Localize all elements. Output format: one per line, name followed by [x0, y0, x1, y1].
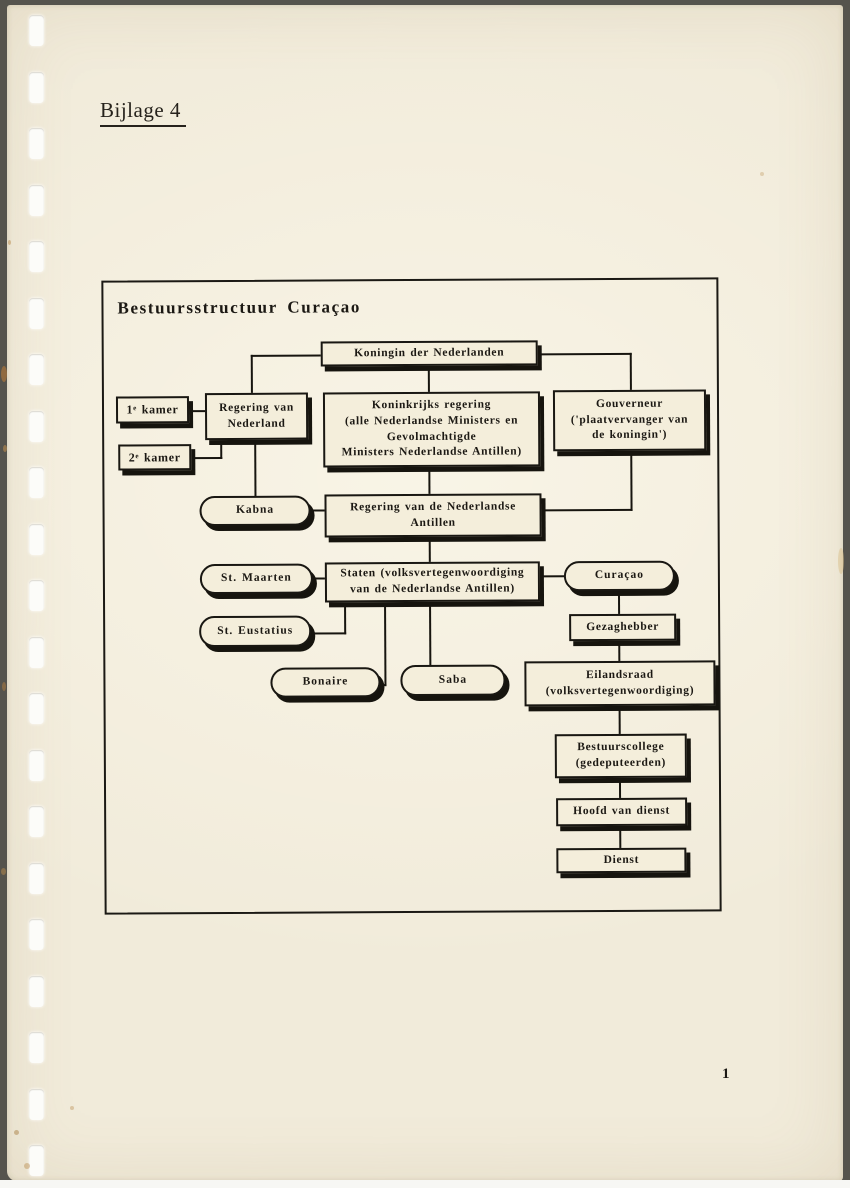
age-spot — [1, 868, 6, 875]
binding-hole — [29, 298, 44, 329]
connector-staten-to-curacao-h — [540, 575, 565, 577]
connector-st-maarten-to-staten-h — [312, 577, 326, 579]
node-gezaghebber: Gezaghebber — [569, 614, 676, 642]
connector-koninkrijk-to-regering-na-v — [428, 467, 430, 495]
node-koningin-der-nederlanden: Koningin der Nederlanden — [321, 340, 538, 366]
node-bestuurscollege: Bestuurscollege (gedeputeerden) — [555, 734, 687, 779]
node-st-eustatius: St. Eustatius — [199, 616, 311, 648]
node-regering-nederlandse-antillen: Regering van de Nederlandse Antillen — [324, 493, 541, 537]
connector-gouverneur-to-regering-na-v — [630, 451, 632, 511]
connector-kamer1-to-regering-nl-h — [189, 410, 206, 412]
age-spot — [760, 172, 764, 176]
binding-hole — [29, 185, 44, 216]
age-spot — [1, 366, 7, 382]
binding-hole — [29, 15, 44, 46]
document-heading: Bijlage 4 — [100, 98, 186, 127]
binding-hole — [29, 1032, 44, 1063]
connector-staten-to-st-eustatius-v — [344, 602, 346, 634]
connector-staten-to-bonaire-h — [379, 684, 386, 686]
age-spot — [24, 1163, 30, 1169]
node-hoofd-van-dienst: Hoofd van dienst — [556, 798, 687, 827]
connector-koningin-to-regering-nl-v — [251, 355, 253, 395]
connector-regering-na-to-staten-v — [429, 537, 431, 563]
binding-hole — [29, 1089, 44, 1120]
binding-hole — [29, 976, 44, 1007]
node-curacao: Curaçao — [564, 561, 675, 592]
node-koninkrijks-regering: Koninkrijks regering (alle Nederlandse Ministers en Gevolmachtigde Ministers Nederlandse Antillen) — [323, 391, 540, 467]
node-bonaire: Bonaire — [270, 667, 380, 698]
node-gouverneur: Gouverneur ('plaatvervanger van de koningin') — [553, 389, 706, 451]
node-regering-van-nederland: Regering van Nederland — [205, 393, 308, 441]
diagram-title: Bestuursstructuur Curaçao — [117, 297, 361, 318]
node-eilandsraad: Eilandsraad (volksvertegenwoordiging) — [524, 660, 715, 706]
connector-koningin-to-regering-nl-h — [251, 354, 322, 356]
binding-hole — [29, 241, 44, 272]
binding-hole — [29, 128, 44, 159]
binding-hole — [29, 580, 44, 611]
connector-koningin-to-koninkrijk-v — [428, 366, 430, 393]
connector-staten-to-saba-v — [429, 602, 431, 666]
node-dienst: Dienst — [556, 848, 686, 874]
binding-hole — [29, 637, 44, 668]
connector-curacao-to-gezaghebber-v — [618, 591, 620, 615]
node-st-maarten: St. Maarten — [200, 564, 313, 595]
connector-koningin-to-gouverneur-v — [630, 353, 632, 392]
age-spot — [3, 445, 7, 452]
connector-staten-to-bonaire-v — [384, 602, 386, 686]
node-kabna: Kabna — [199, 496, 310, 527]
connector-hoofd-to-dienst-v — [619, 826, 621, 849]
node-tweede-kamer: 2ᵉ kamer — [118, 444, 191, 470]
node-saba: Saba — [400, 665, 505, 697]
binding-hole — [29, 863, 44, 894]
binding-hole — [29, 467, 44, 498]
binding-hole — [29, 411, 44, 442]
connector-koningin-to-gouverneur-h — [538, 353, 632, 355]
connector-kabna-to-regering-na-h — [310, 509, 326, 511]
binding-hole — [29, 72, 44, 103]
connector-gouverneur-to-regering-na-h — [542, 509, 633, 511]
connector-gezaghebber-to-eilandsraad-v — [618, 641, 620, 662]
binding-hole — [29, 693, 44, 724]
connector-eilandsraad-to-bestuurscollege-v — [619, 706, 621, 735]
binding-hole — [29, 354, 44, 385]
node-eerste-kamer: 1ᵉ kamer — [116, 396, 189, 423]
scan-edge — [0, 1180, 850, 1188]
binding-hole — [29, 1145, 44, 1176]
page-number: 1 — [722, 1066, 730, 1082]
binding-hole — [29, 524, 44, 555]
node-staten: Staten (volksvertegenwoordiging van de Nederlandse Antillen) — [325, 561, 540, 602]
connector-kamer2-to-regering-nl-v — [220, 440, 222, 459]
age-spot — [70, 1106, 74, 1110]
connector-regering-nl-to-kabna-v — [254, 440, 256, 497]
binding-hole — [29, 919, 44, 950]
connector-staten-to-st-eustatius-h — [310, 632, 346, 634]
age-spot — [14, 1130, 19, 1135]
org-chart-frame — [101, 277, 721, 914]
age-spot — [8, 240, 11, 245]
connector-kamer2-to-regering-nl-h — [189, 457, 222, 459]
connector-bestuurscollege-to-hoofd-v — [619, 778, 621, 799]
binding-hole — [29, 750, 44, 781]
age-spot — [838, 548, 844, 574]
age-spot — [2, 682, 6, 691]
binding-hole — [29, 806, 44, 837]
connector-layer — [103, 279, 716, 282]
